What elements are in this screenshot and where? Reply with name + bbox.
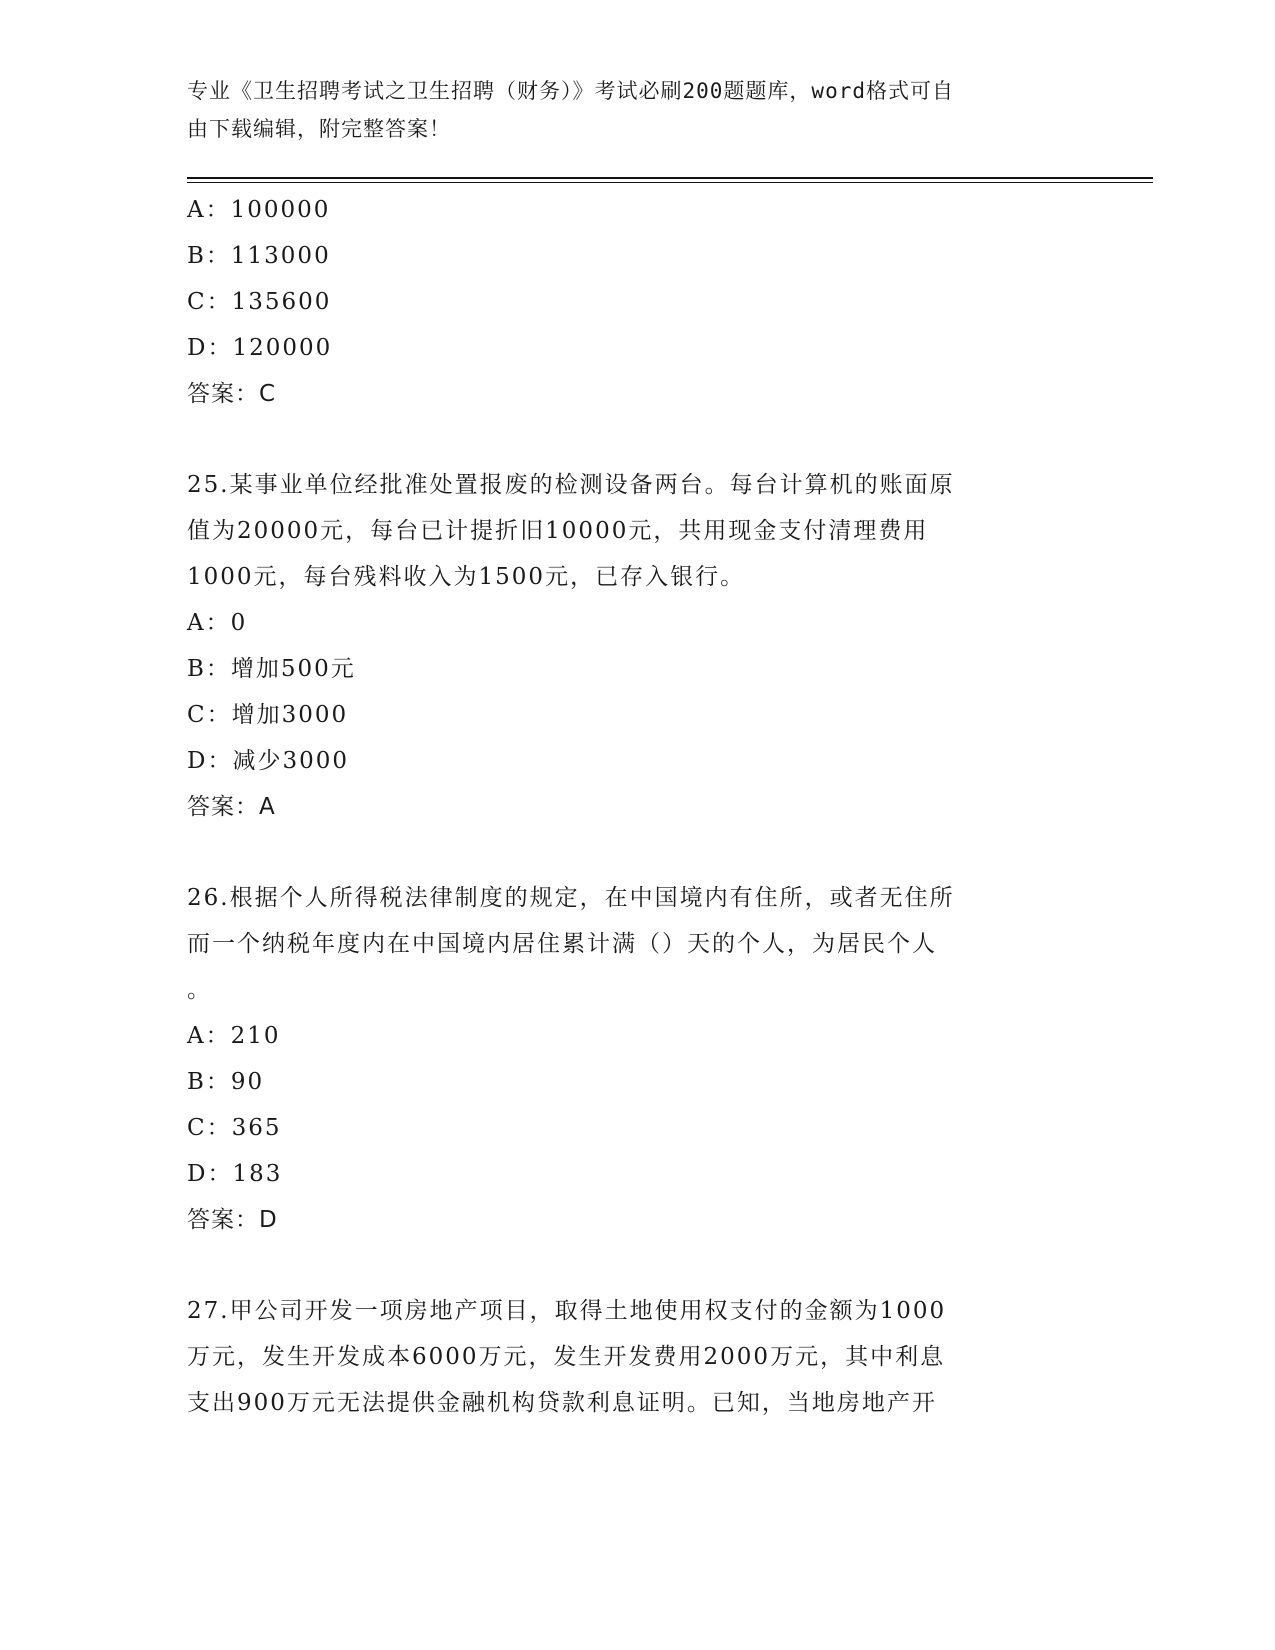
- option-d: D：减少3000: [187, 748, 349, 774]
- question-content: [187, 187, 1087, 1426]
- header-line-1: 专业《卫生招聘考试之卫生招聘（财务）》考试必刷200题题库，word格式可自: [187, 79, 954, 103]
- question-text-line: 26.根据个人所得税法律制度的规定，在中国境内有住所，或者无住所: [187, 885, 955, 911]
- spacer: [187, 830, 1087, 875]
- option-b: B：113000: [187, 243, 331, 269]
- option-c: C：365: [187, 1115, 282, 1141]
- question-25: [187, 462, 1087, 830]
- question-text-line: 1000元，每台残料收入为1500元，已存入银行。: [187, 564, 746, 590]
- document-header: [187, 72, 1087, 148]
- question-text-line: 27.甲公司开发一项房地产项目，取得土地使用权支付的金额为1000: [187, 1298, 947, 1324]
- answer-line: 答案：D: [187, 1207, 278, 1233]
- question-24: [187, 187, 1087, 417]
- question-text-line: 值为20000元，每台已计提折旧10000元，共用现金支付清理费用: [187, 518, 929, 544]
- question-text-line: 25.某事业单位经批准处置报废的检测设备两台。每台计算机的账面原: [187, 472, 955, 498]
- header-divider-thin: [187, 182, 1153, 183]
- answer-line: 答案：C: [187, 381, 277, 407]
- question-text-line: 而一个纳税年度内在中国境内居住累计满（）天的个人，为居民个人: [187, 931, 937, 957]
- option-c: C：增加3000: [187, 702, 349, 728]
- spacer: [187, 417, 1087, 462]
- option-d: D：120000: [187, 335, 333, 361]
- option-b: B：增加500元: [187, 656, 356, 682]
- question-26: [187, 875, 1087, 1243]
- question-text-line: 支出900万元无法提供金融机构贷款利息证明。已知，当地房地产开: [187, 1390, 937, 1416]
- answer-line: 答案：A: [187, 794, 276, 820]
- option-c: C：135600: [187, 289, 332, 315]
- option-a: A：0: [187, 610, 248, 636]
- option-b: B：90: [187, 1069, 265, 1095]
- option-a: A：100000: [187, 197, 331, 223]
- header-divider-thick: [187, 177, 1153, 179]
- question-27: [187, 1288, 1087, 1426]
- header-line-2: 由下载编辑，附完整答案！: [187, 117, 451, 141]
- question-text-line: 万元，发生开发成本6000万元，发生开发费用2000万元，其中利息: [187, 1344, 946, 1370]
- option-d: D：183: [187, 1161, 283, 1187]
- option-a: A：210: [187, 1023, 281, 1049]
- spacer: [187, 1243, 1087, 1288]
- question-text-line: 。: [187, 977, 212, 1003]
